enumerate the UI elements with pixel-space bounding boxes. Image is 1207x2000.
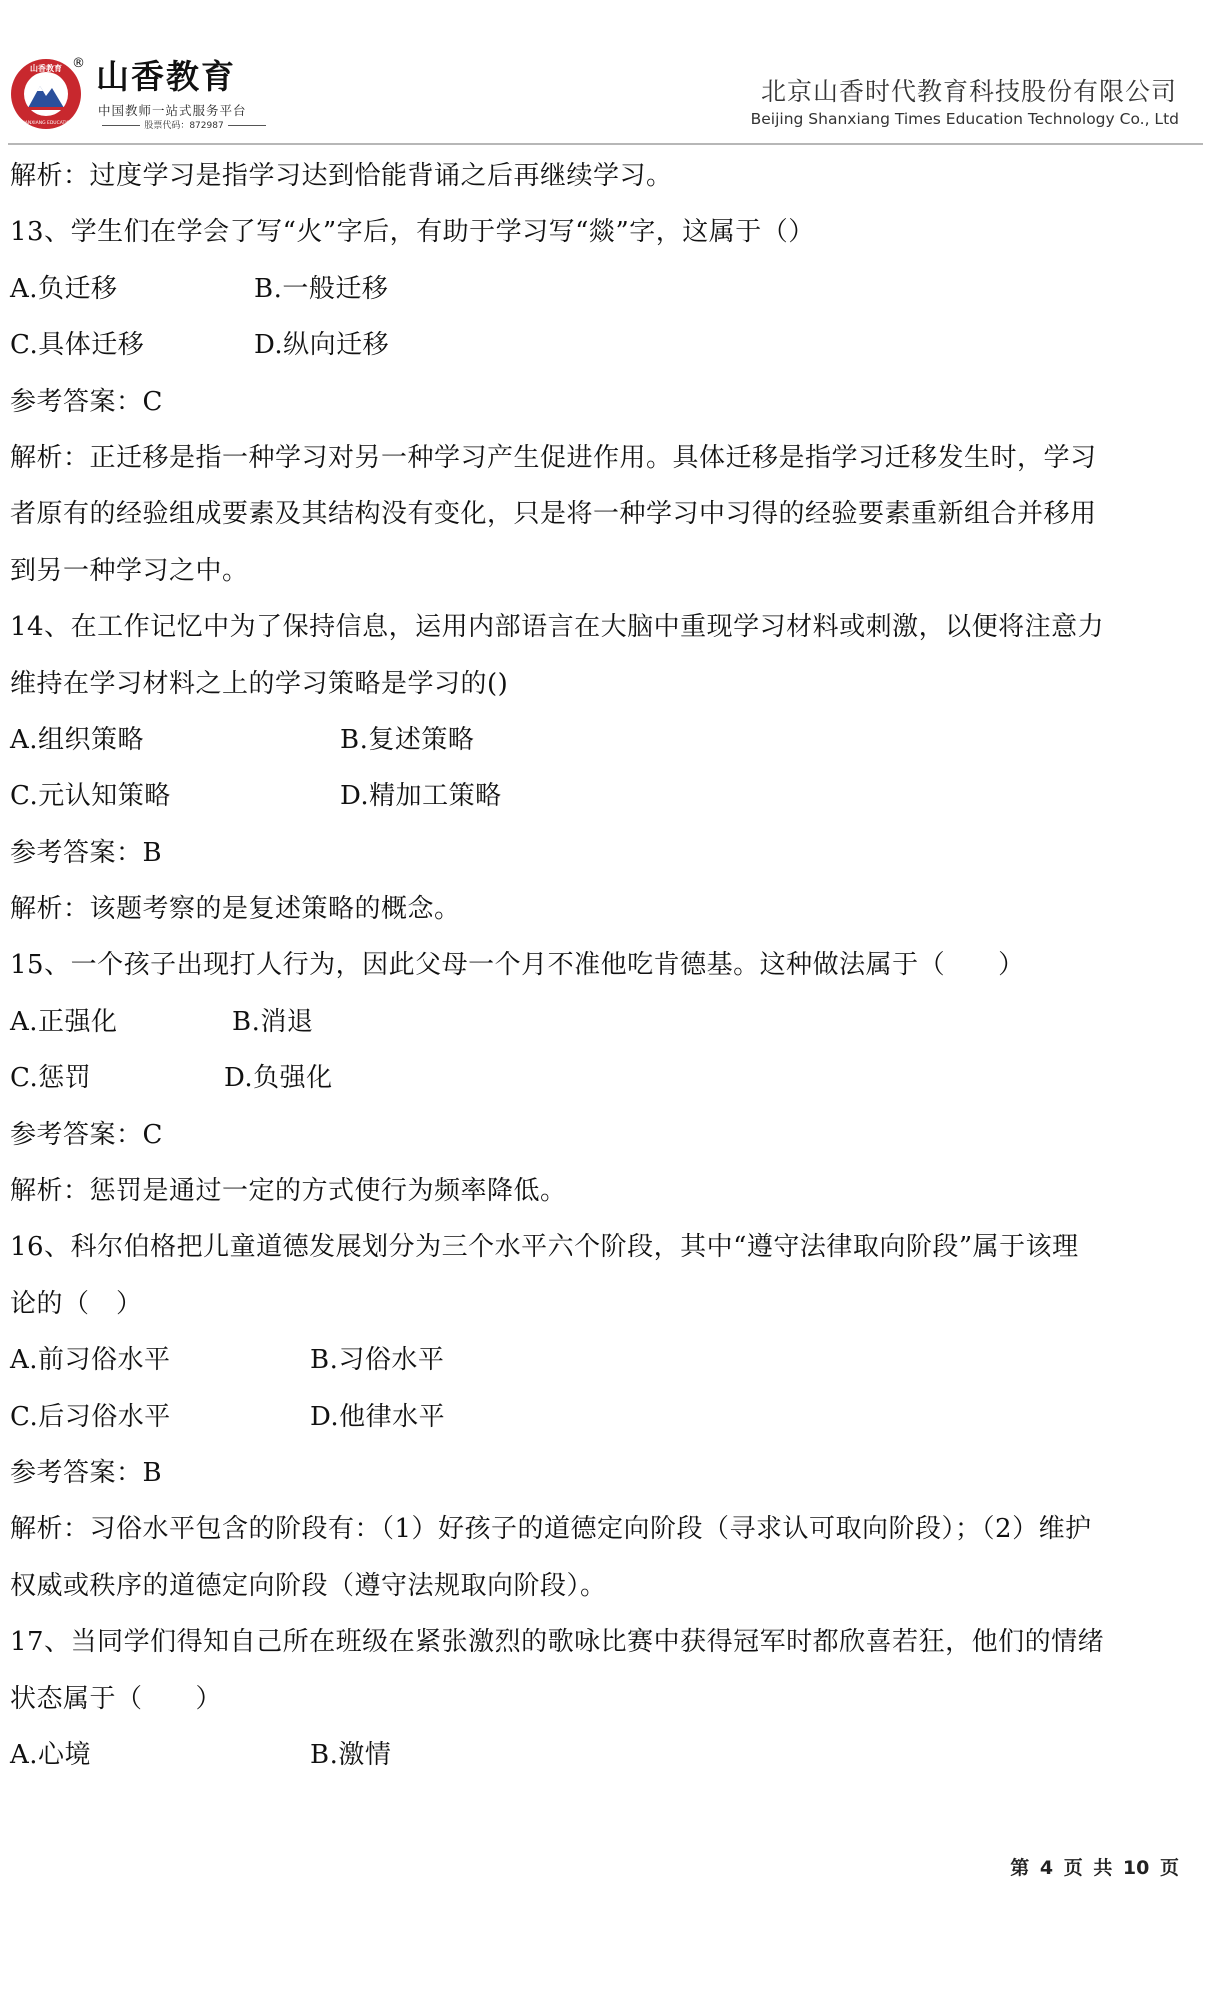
answer-line: 参考答案：B bbox=[10, 837, 163, 868]
option-b: B.消退 bbox=[232, 1006, 314, 1037]
option-d: D.负强化 bbox=[224, 1063, 333, 1094]
options-row bbox=[10, 1389, 1190, 1445]
registered-mark: ® bbox=[72, 56, 85, 71]
explanation-line: 权威或秩序的道德定向阶段（遵守法规取向阶段）。 bbox=[10, 1570, 607, 1601]
page-number: 第 4 页 共 10 页 bbox=[1010, 1857, 1179, 1879]
option-b: B.激情 bbox=[310, 1739, 392, 1770]
options-row bbox=[10, 994, 1190, 1050]
page-header bbox=[0, 0, 1207, 150]
option-a: A.心境 bbox=[10, 1739, 92, 1770]
option-d: D.精加工策略 bbox=[340, 781, 502, 812]
question-17: 17、当同学们得知自己所在班级在紧张激烈的歌咏比赛中获得冠军时都欣喜若狂，他们的情绪 bbox=[10, 1627, 1105, 1658]
header-divider bbox=[8, 143, 1203, 145]
options-row bbox=[10, 768, 1190, 824]
company-name-cn: 北京山香时代教育科技股份有限公司 bbox=[760, 77, 1177, 106]
brand-slogan: 中国教师一站式服务平台 bbox=[98, 103, 247, 118]
question-14-cont: 维持在学习材料之上的学习策略是学习的() bbox=[10, 668, 509, 699]
svg-text:SHANXIANG EDUCATION: SHANXIANG EDUCATION bbox=[18, 121, 74, 126]
question-17-cont: 状态属于（ ） bbox=[10, 1683, 223, 1714]
option-c: C.具体迁移 bbox=[10, 330, 145, 361]
option-d: D.他律水平 bbox=[310, 1401, 446, 1432]
question-14: 14、在工作记忆中为了保持信息，运用内部语言在大脑中重现学习材料或刺激，以便将注意力 bbox=[10, 612, 1105, 643]
question-13: 13、学生们在学会了写“火”字后，有助于学习写“燚”字，这属于（） bbox=[10, 217, 815, 248]
explanation-line: 到另一种学习之中。 bbox=[10, 555, 249, 586]
explanation-line: 解析：过度学习是指学习达到恰能背诵之后再继续学习。 bbox=[10, 161, 673, 191]
answer-line: 参考答案：C bbox=[10, 386, 163, 417]
explanation-line: 解析：正迁移是指一种学习对另一种学习产生促进作用。具体迁移是指学习迁移发生时，学习 bbox=[10, 442, 1097, 473]
options-row bbox=[10, 1727, 1190, 1783]
question-15: 15、一个孩子出现打人行为，因此父母一个月不准他吃肯德基。这种做法属于（ ） bbox=[10, 950, 1025, 981]
option-b: B.习俗水平 bbox=[310, 1345, 445, 1376]
page-content bbox=[10, 148, 1190, 1783]
option-c: C.后习俗水平 bbox=[10, 1401, 171, 1432]
option-b: B.一般迁移 bbox=[254, 273, 389, 304]
svg-text:山香教育: 山香教育 bbox=[30, 64, 62, 73]
option-a: A.负迁移 bbox=[10, 273, 118, 304]
option-a: A.组织策略 bbox=[10, 724, 145, 755]
stock-code: 股票代码：872987 bbox=[96, 118, 272, 131]
options-row bbox=[10, 1332, 1190, 1388]
answer-line: 参考答案：C bbox=[10, 1119, 163, 1150]
question-16: 16、科尔伯格把儿童道德发展划分为三个水平六个阶段，其中“遵守法律取向阶段”属于该理 bbox=[10, 1232, 1079, 1263]
options-row bbox=[10, 1050, 1190, 1106]
option-d: D.纵向迁移 bbox=[254, 330, 390, 361]
option-c: C.惩罚 bbox=[10, 1063, 92, 1094]
option-a: A.正强化 bbox=[10, 1006, 118, 1037]
explanation-line: 解析：习俗水平包含的阶段有：（1）好孩子的道德定向阶段（寻求认可取向阶段）；（2）维护 bbox=[10, 1514, 1092, 1545]
explanation-line: 解析：惩罚是通过一定的方式使行为频率降低。 bbox=[10, 1176, 567, 1207]
question-16-cont: 论的（ ） bbox=[10, 1288, 143, 1319]
options-row bbox=[10, 317, 1190, 373]
explanation-line: 解析：该题考察的是复述策略的概念。 bbox=[10, 894, 461, 925]
options-row bbox=[10, 712, 1190, 768]
options-row bbox=[10, 261, 1190, 317]
option-a: A.前习俗水平 bbox=[10, 1345, 171, 1376]
option-c: C.元认知策略 bbox=[10, 781, 171, 812]
brand-name: 山香教育 bbox=[96, 57, 236, 96]
answer-line: 参考答案：B bbox=[10, 1457, 163, 1488]
option-b: B.复述策略 bbox=[340, 724, 475, 755]
company-name-en: Beijing Shanxiang Times Education Technology Co., Ltd bbox=[750, 110, 1179, 128]
explanation-line: 者原有的经验组成要素及其结构没有变化，只是将一种学习中习得的经验要素重新组合并移用 bbox=[10, 499, 1097, 530]
